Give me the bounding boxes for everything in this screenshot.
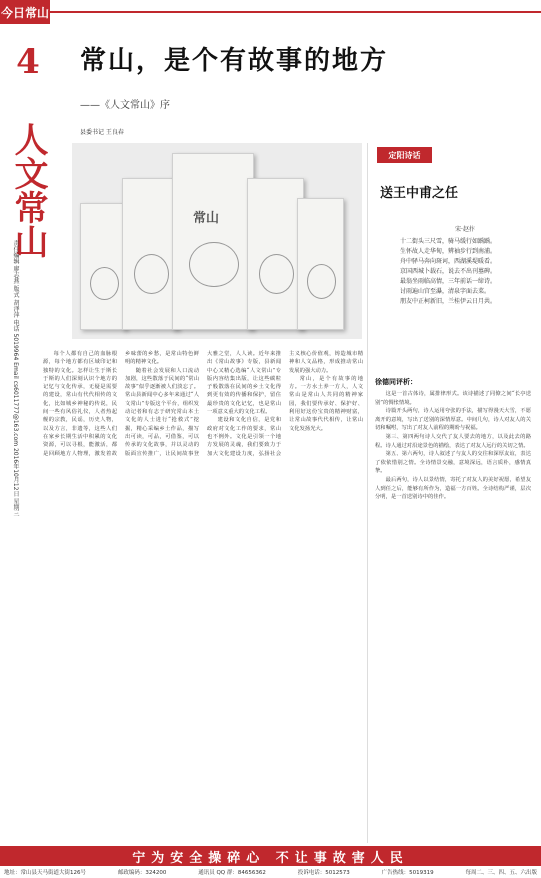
article-subhead: ——《人文常山》序 [80, 100, 170, 111]
article-paragraph: 常山，是个有故事的地方。一方水土养一方人，人文常山是常山人共同的精神家园，我们要传承好、保护好、利用好这份宝贵的精神财富，让常山故事代代相传，让常山文化发扬光大。 [289, 375, 363, 432]
poem-section-tag: 定阳诗话 [377, 147, 432, 163]
poem-title: 送王中甫之任 [380, 186, 459, 201]
poem-author: 宋·赵抃 [455, 226, 475, 233]
poem-line: 舟中驿马奔向斑诃，西湖溪堤暖看。 [400, 258, 497, 265]
essay-body [375, 390, 531, 845]
poem-line: 讨雨遍山宫至瀑，清泉字面去菜。 [400, 288, 491, 295]
page-title-text: 4 人文常山 [8, 42, 48, 258]
footer-postcode: 邮政编码：324200 [117, 870, 167, 876]
footer-ad: 广告热线：5019319 [381, 870, 434, 876]
slogan-banner: 宁为安全操碎心 不让事故害人民 [0, 846, 541, 866]
footer-address: 地址：常山县天马街道大街126号 [4, 870, 86, 876]
poem-text [400, 225, 530, 307]
masthead [0, 0, 541, 30]
book-image: 常山 [172, 153, 254, 330]
essay-paragraph: 诗篇开头两句，诗人运用夸张的手法，描写得漫天大雪，不愿离开的意境，写出了送别的深情厚意。中间几句，诗人对友人的关切和嘱咐，写出了对友人前程的期盼与祝福。 [375, 408, 531, 432]
book-image [297, 198, 344, 330]
essay-paragraph: 这是一首古体诗，属排律形式。该诗描述了同僚之间“长亭送别”的惆怅情境。 [375, 391, 531, 406]
essay-paragraph: 第三、第四两句诗人交代了友人要去的地方，以及此去的路程。诗人通过对沿途景色的描绘，表达了对友人远行的关切之情。 [375, 433, 531, 449]
essay-paragraph: 第五、第六两句，诗人叙述了与友人的交往和深厚友谊，表达了依依惜别之情。全诗情景交融，意境深远，语言质朴，感情真挚。 [375, 451, 531, 475]
page-section-title [6, 42, 48, 258]
footer-phone: 通讯员 QQ 群：84656362 [198, 870, 266, 876]
poem-line: 京国西城卜载石，说去不出刊墓碑。 [400, 268, 497, 275]
book-image [80, 203, 127, 330]
article-paragraph: 随着社会发展和人口流动加剧，这些散落于民间的“常山故事”似乎逐渐被人们淡忘了。常山县新闻中心多年来通过“人文常山”专版这个平台，组织发动记者和有志于研究常山本土文化的人士进行“抢救式”挖掘，精心采编乡土作品，描写出可读，可品，可借鉴，可以传承的文化故事，并以灵动的版面宣传推广，让民间故事登大雅之堂，人人读。近年来推出《常山故事》专版，县新闻中心又精心选编“人文常山”专版内容结集出版，让这些碳粒子般散落在民间的乡土文化得到更有效的传播和保护，留住最珍贵的文化记忆，也是常山一项意义重大的文化工程。 [125, 351, 281, 457]
footer-schedule: 每周二、三、四、五、六出版 [465, 870, 537, 876]
book-image [122, 178, 179, 330]
article-paragraph: 每个人都有自己的血脉根源，每个地方都有区域印记和独特的文化。怎样让生于斯长于斯的人们深刻认识个地方的记忆与文化传承，无疑是需要的建设，常山有代代相传的文化，比如城乡神秘的传说，民间一些有风俗礼仪，人者热起舰的宗教，民谣，历史人物，以及方言，非遗等，这些人们在家乡长期生活中积累的文化资源，可以寻根，能激活，都是回顾地方人物理，激发着故乡味蕾的乡愁，是常山特色鲜明的精神文化。 [43, 351, 199, 457]
side-info: 责任编辑 廖志燕 版式 胡泽萍 电话 5019964 Email cs6011777@163.com 2016年10月12日 星期三 [12, 240, 19, 517]
books-photo [72, 143, 362, 339]
masthead-rule [50, 11, 541, 13]
poem-line: 十二街头三尺雪，骑马缓行如踽踽。 [400, 238, 497, 245]
poem-line: 生怀故人走华甸，辨袖步行到南浦。 [400, 248, 497, 255]
essay-author: 徐德同评析： [375, 378, 417, 386]
newspaper-logo: 今日常山 [0, 0, 50, 24]
article-byline: 县委书记 王良春 [80, 129, 124, 136]
column-divider [367, 143, 368, 843]
poem-line: 最翁坐雨临高情，三年前话一缔诗。 [400, 278, 497, 285]
book-image [247, 178, 304, 330]
article-body [43, 350, 363, 840]
article-headline: 常山，是个有故事的地方 [80, 46, 389, 76]
article-paragraph: 建设和文化自信，是党和政府对文化工作的要求，常山也不例外。文化是引领一个地方发展的灵魂，我们要致力于加大文化建设力度，弘扬社会主义核心价值观，铸造城市精神和人文品格，形成推动常山发展的强大动力。 [207, 351, 363, 457]
essay-paragraph: 最后两句，诗人以景结情，寄托了对友人的美好祝愿，希望友人到任之后，能够有所作为，造福一方百姓。全诗结构严谨，层次分明，是一首送别诗中的佳作。 [375, 476, 531, 501]
page-footer [0, 868, 541, 878]
poem-line: 朋友中正柯新旧，兰桂伊云日月共。 [400, 298, 497, 305]
footer-hotline: 投诉电话：5012573 [297, 870, 350, 876]
